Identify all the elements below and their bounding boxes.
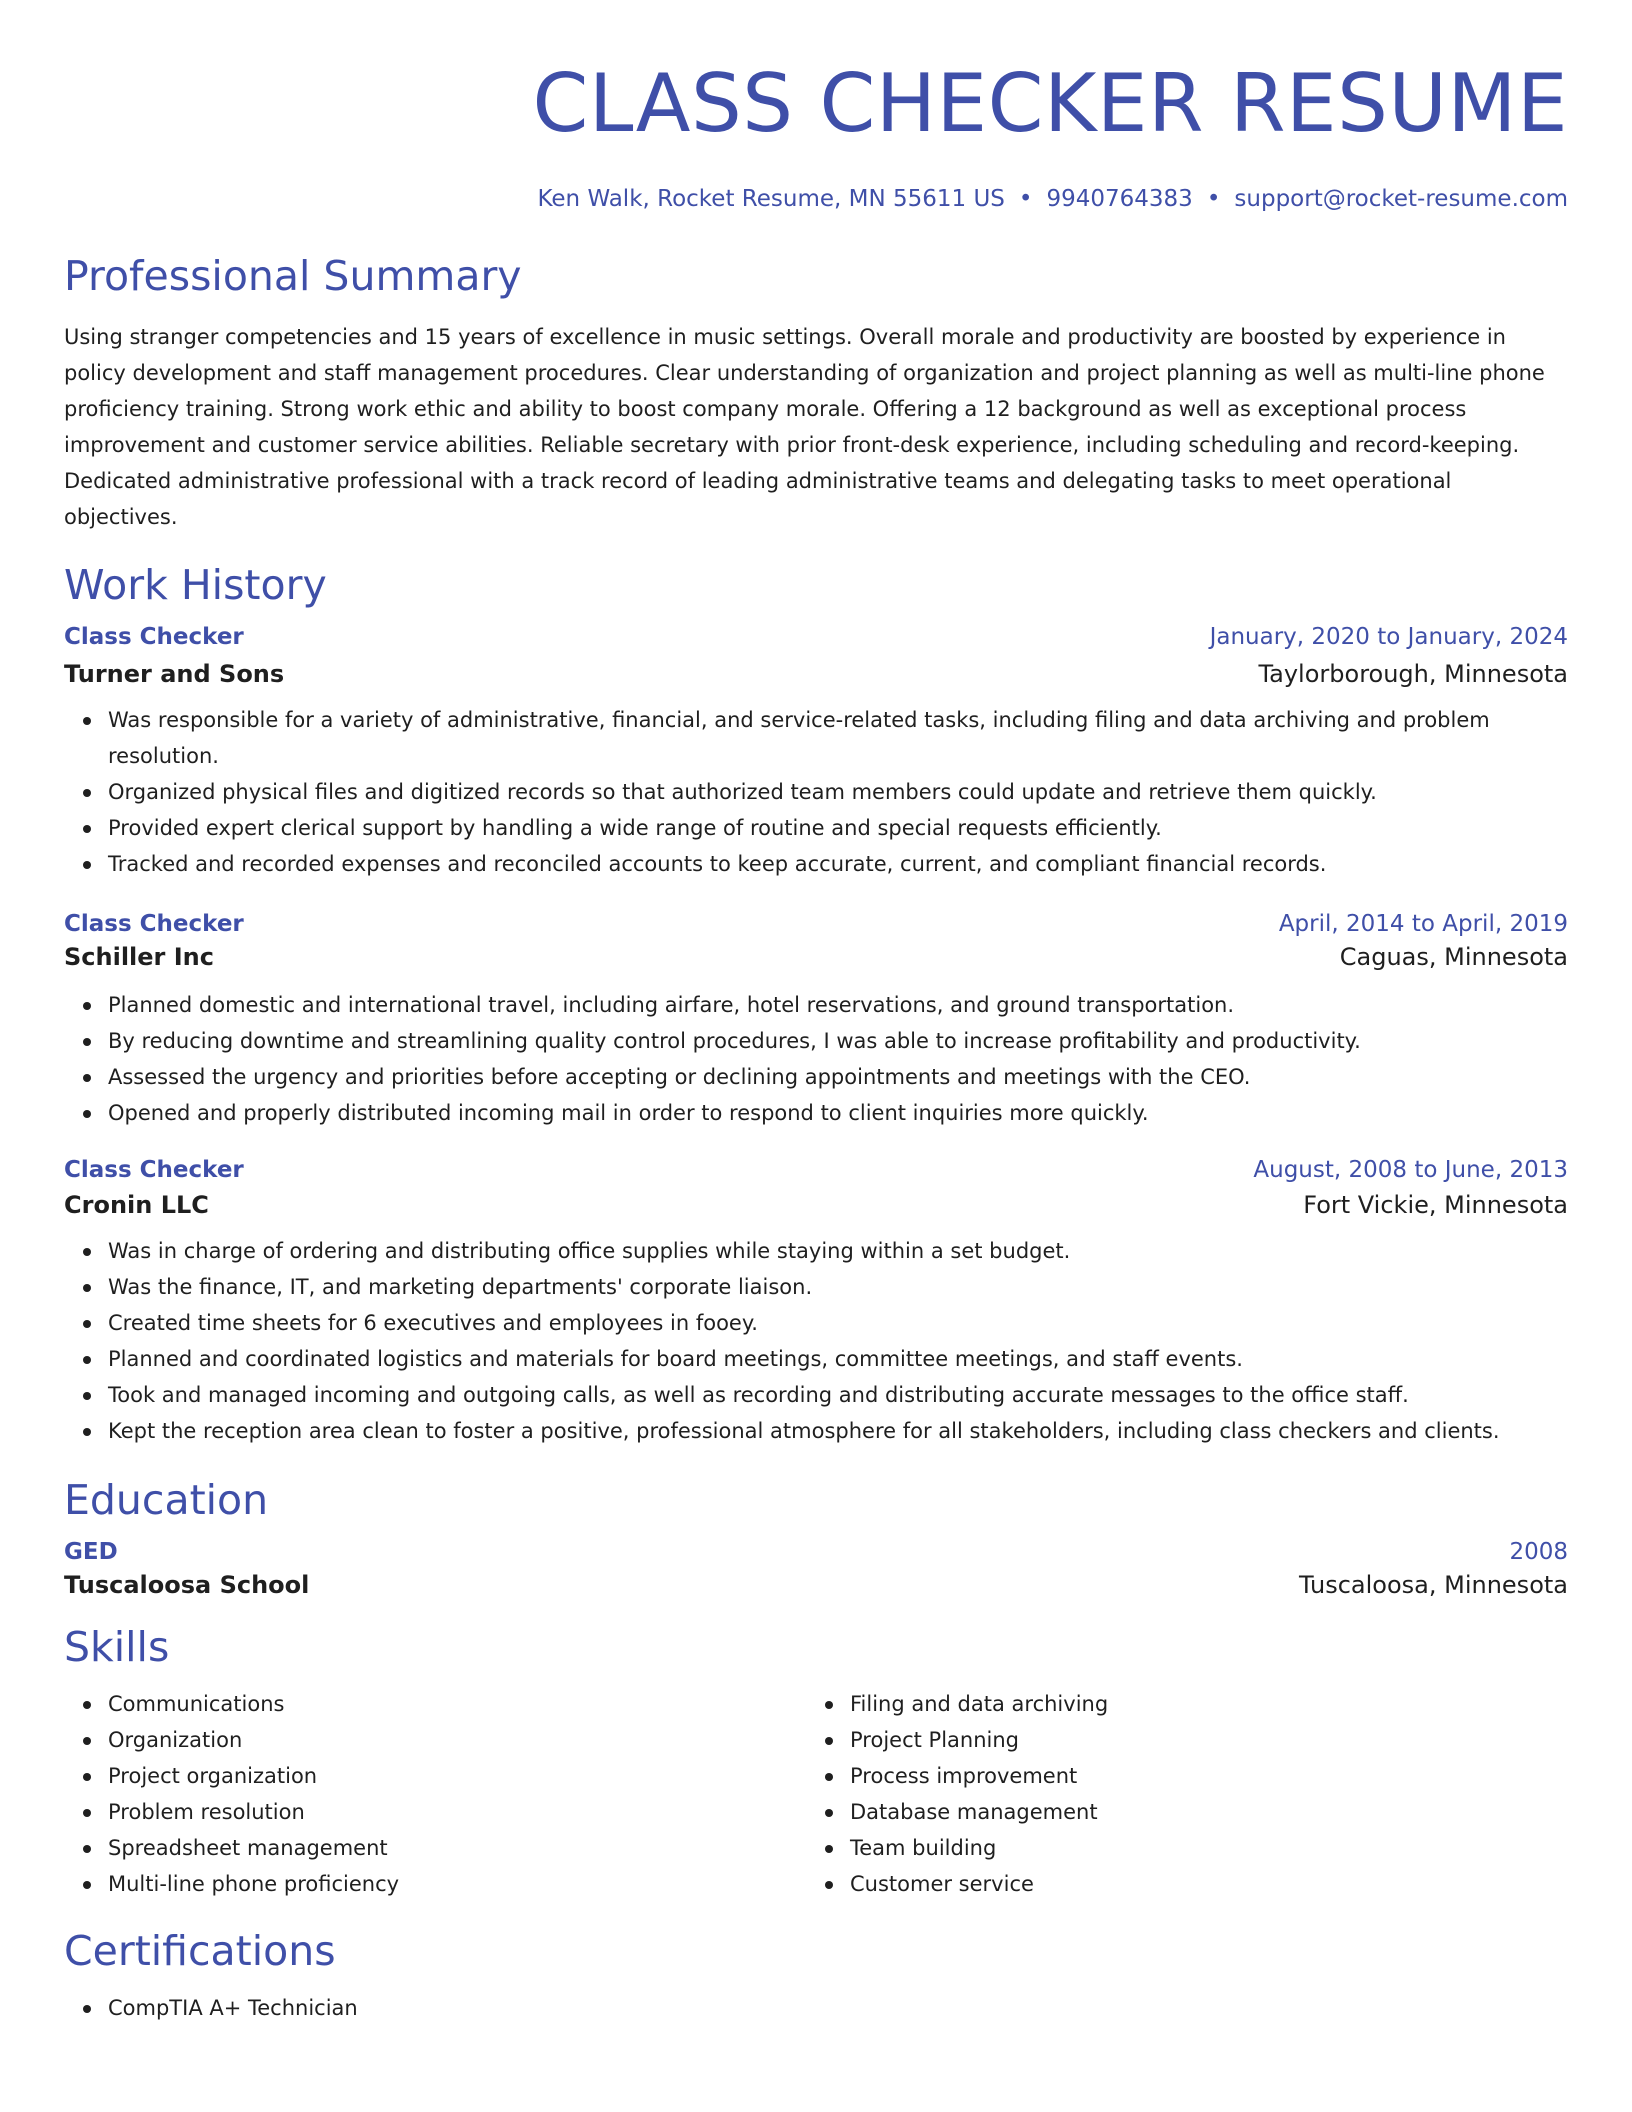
job-entry	[64, 624, 1568, 882]
job-bullets	[64, 702, 1568, 882]
list-item: Customer service	[850, 1866, 1548, 1902]
list-item: Created time sheets for 6 executives and employees in fooey.	[108, 1305, 1568, 1341]
job-employer: Turner and Sons	[64, 660, 285, 688]
education-location: Tuscaloosa, Minnesota	[1298, 1571, 1568, 1599]
job-title-row	[64, 911, 1568, 937]
education-school: Tuscaloosa School	[64, 1571, 310, 1599]
job-location: Taylorborough, Minnesota	[1258, 660, 1568, 688]
skills-grid	[64, 1686, 1568, 1902]
job-employer: Cronin LLC	[64, 1191, 209, 1219]
list-item: Filing and data archiving	[850, 1686, 1548, 1722]
job-dates: January, 2020 to January, 2024	[1209, 624, 1568, 650]
job-location: Fort Vickie, Minnesota	[1303, 1191, 1568, 1219]
job-dates: April, 2014 to April, 2019	[1278, 911, 1568, 937]
list-item: Communications	[108, 1686, 806, 1722]
education-degree: GED	[64, 1539, 118, 1565]
job-dates: August, 2008 to June, 2013	[1253, 1157, 1568, 1183]
skills-list-left	[64, 1686, 806, 1902]
education-entry	[64, 1539, 1568, 1599]
list-item: Database management	[850, 1794, 1548, 1830]
job-title-row	[64, 624, 1568, 650]
job-bullets	[64, 987, 1568, 1131]
contact-email[interactable]: support@rocket-resume.com	[1234, 186, 1568, 212]
list-item: Project Planning	[850, 1722, 1548, 1758]
list-item: Multi-line phone proficiency	[108, 1866, 806, 1902]
job-employer: Schiller Inc	[64, 943, 214, 971]
job-title-row	[64, 1157, 1568, 1183]
job-title: Class Checker	[64, 624, 244, 650]
contact-separator: •	[1018, 186, 1033, 212]
contact-line	[64, 184, 1568, 214]
resume-name: CLASS CHECKER RESUME	[532, 57, 1568, 150]
list-item: Organization	[108, 1722, 806, 1758]
list-item: Planned domestic and international travel, including airfare, hotel reservations, and ground transportation.	[108, 987, 1568, 1023]
job-title: Class Checker	[64, 1157, 244, 1183]
job-entry	[64, 911, 1568, 1131]
job-entry	[64, 1157, 1568, 1449]
contact-address: Ken Walk, Rocket Resume, MN 55611 US	[537, 186, 1005, 212]
skills-heading: Skills	[64, 1623, 170, 1671]
skills-column-left	[64, 1686, 806, 1902]
job-title: Class Checker	[64, 911, 244, 937]
job-employer-row	[64, 1191, 1568, 1219]
job-employer-row	[64, 943, 1568, 971]
list-item: By reducing downtime and streamlining quality control procedures, I was able to increase profitability and productivity.	[108, 1023, 1568, 1059]
list-item: Team building	[850, 1830, 1548, 1866]
list-item: Assessed the urgency and priorities before accepting or declining appointments and meetings with the CEO.	[108, 1059, 1568, 1095]
job-employer-row	[64, 660, 1568, 688]
list-item: Problem resolution	[108, 1794, 806, 1830]
contact-phone: 9940764383	[1046, 186, 1193, 212]
list-item: Opened and properly distributed incoming mail in order to respond to client inquiries more quickly.	[108, 1095, 1568, 1131]
list-item: Spreadsheet management	[108, 1830, 806, 1866]
list-item: Kept the reception area clean to foster a positive, professional atmosphere for all stakeholders, including class checkers and clients.	[108, 1413, 1568, 1449]
list-item: Took and managed incoming and outgoing calls, as well as recording and distributing accurate messages to the office staff.	[108, 1377, 1568, 1413]
list-item: Tracked and recorded expenses and reconciled accounts to keep accurate, current, and compliant financial records.	[108, 846, 1568, 882]
list-item: Organized physical files and digitized records so that authorized team members could update and retrieve them quickly.	[108, 774, 1568, 810]
list-item: Planned and coordinated logistics and materials for board meetings, committee meetings, and staff events.	[108, 1341, 1568, 1377]
list-item: Project organization	[108, 1758, 806, 1794]
skills-list-right	[806, 1686, 1548, 1902]
summary-text: Using stranger competencies and 15 years of excellence in music settings. Overall morale and productivity are boosted by experience in policy development and staff management procedures. Clear understanding of organization and project planning as well as multi-line phone proficiency training. Strong work ethic and ability to boost company morale. Offering a 12 background as well as exceptional process improvement and customer service abilities. Reliable secretary with prior front-desk experience, including scheduling and record-keeping. Dedicated administrative professional with a track record of leading administrative teams and delegating tasks to meet operational objectives.	[64, 325, 1545, 529]
education-year: 2008	[1509, 1539, 1568, 1565]
list-item: Process improvement	[850, 1758, 1548, 1794]
contact-separator: •	[1206, 186, 1221, 212]
work-history-heading: Work History	[64, 561, 327, 609]
list-item: Provided expert clerical support by handling a wide range of routine and special requests efficiently.	[108, 810, 1568, 846]
education-heading: Education	[64, 1476, 269, 1524]
job-bullets	[64, 1233, 1568, 1449]
education-degree-row	[64, 1539, 1568, 1565]
summary-heading: Professional Summary	[64, 252, 522, 300]
list-item: Was the finance, IT, and marketing departments' corporate liaison.	[108, 1269, 1568, 1305]
resume-page	[64, 0, 1568, 2026]
list-item: Was in charge of ordering and distributing office supplies while staying within a set budget.	[108, 1233, 1568, 1269]
list-item: CompTIA A+ Technician	[108, 1990, 1568, 2026]
skills-column-right	[806, 1686, 1548, 1902]
list-item: Was responsible for a variety of administrative, financial, and service-related tasks, including filing and data archiving and problem resolution.	[108, 702, 1568, 774]
education-school-row	[64, 1571, 1568, 1599]
certifications-heading: Certifications	[64, 1927, 336, 1975]
job-location: Caguas, Minnesota	[1339, 943, 1568, 971]
certifications-list	[64, 1990, 1568, 2026]
